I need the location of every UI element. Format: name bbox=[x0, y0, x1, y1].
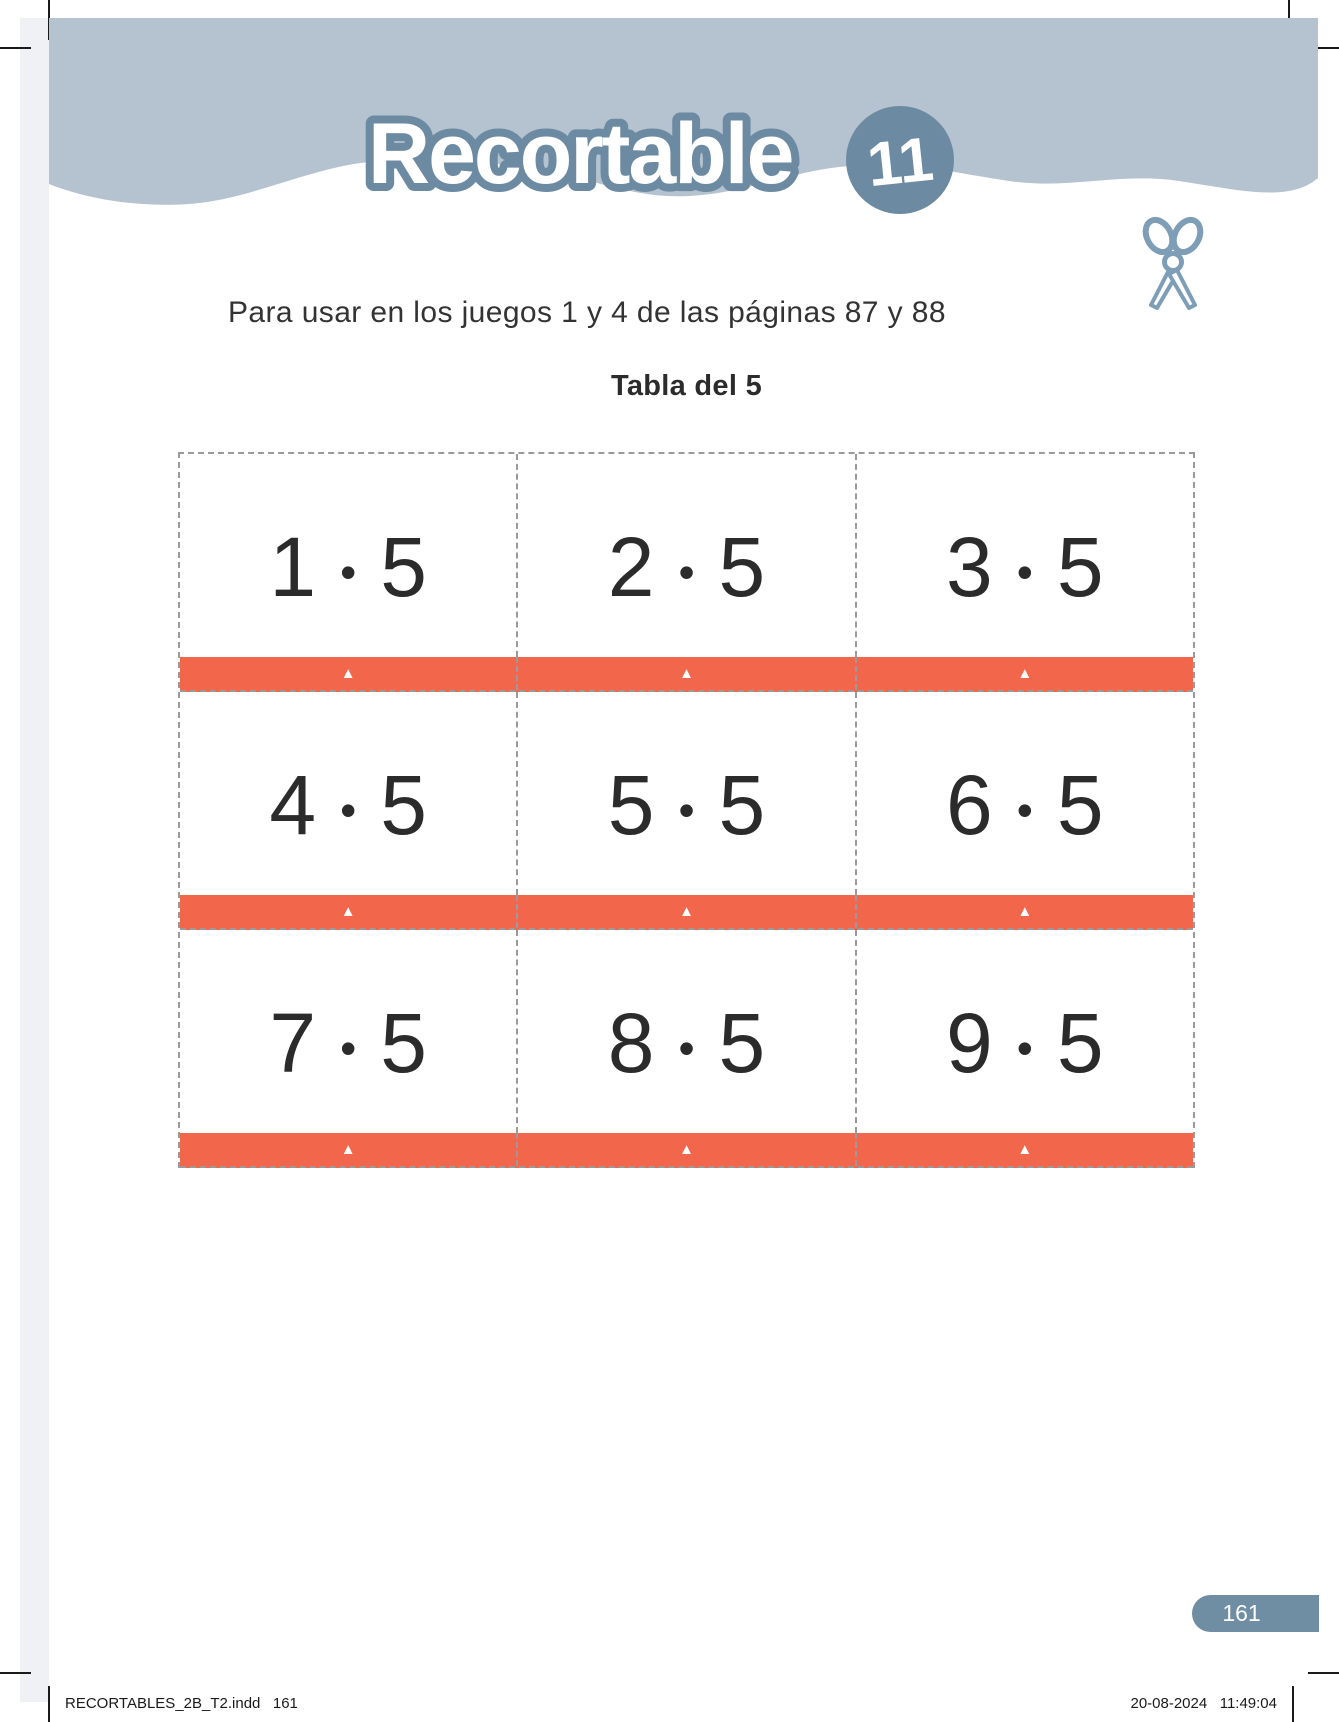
card-factor: 3 bbox=[946, 519, 993, 614]
cut-strip bbox=[180, 657, 1193, 692]
cut-strip-cell bbox=[516, 895, 854, 928]
cut-marker-triangle-icon: ▲ bbox=[340, 903, 356, 920]
multiplication-card bbox=[180, 454, 516, 657]
card-row bbox=[180, 692, 1193, 895]
cut-strip bbox=[180, 1133, 1193, 1168]
crop-mark bbox=[0, 47, 31, 49]
footer-timestamp: 20-08-2024 11:49:04 bbox=[1130, 1695, 1277, 1712]
dot-separator: • bbox=[1016, 783, 1033, 836]
section-title: Tabla del 5 bbox=[610, 370, 763, 402]
cut-marker-triangle-icon: ▲ bbox=[1017, 665, 1033, 682]
dot-separator: • bbox=[1016, 1021, 1033, 1074]
card-factor: 5 bbox=[1056, 519, 1104, 614]
card-row bbox=[180, 930, 1193, 1133]
dot-separator: • bbox=[340, 783, 357, 836]
card-factor: 5 bbox=[607, 757, 655, 852]
crop-mark bbox=[0, 1672, 31, 1674]
dot-separator: • bbox=[678, 783, 695, 836]
card-factor: 8 bbox=[607, 995, 655, 1090]
cut-strip-cell bbox=[855, 657, 1193, 690]
cut-marker-triangle-icon: ▲ bbox=[1017, 1141, 1033, 1158]
card-factor: 5 bbox=[380, 519, 427, 614]
crop-mark bbox=[1308, 1672, 1339, 1674]
crop-mark bbox=[1292, 1686, 1294, 1722]
cut-marker-triangle-icon: ▲ bbox=[340, 665, 356, 682]
left-margin-strip bbox=[20, 18, 49, 1702]
card-factor: 2 bbox=[607, 519, 655, 614]
card-factor: 9 bbox=[946, 995, 993, 1090]
multiplication-card bbox=[516, 930, 854, 1133]
cut-strip-cell bbox=[855, 895, 1193, 928]
card-factor: 4 bbox=[269, 757, 317, 852]
cut-marker-triangle-icon: ▲ bbox=[340, 1141, 356, 1158]
cut-strip bbox=[180, 895, 1193, 930]
card-factor: 7 bbox=[269, 995, 317, 1090]
dot-separator: • bbox=[340, 1021, 357, 1074]
dot-separator: • bbox=[340, 545, 357, 598]
dot-separator: • bbox=[1016, 545, 1033, 598]
footer-filename: RECORTABLES_2B_T2.indd 161 bbox=[65, 1695, 298, 1712]
card-factor: 5 bbox=[380, 757, 427, 852]
multiplication-card bbox=[855, 454, 1193, 657]
card-row bbox=[180, 454, 1193, 657]
cut-strip-cell bbox=[855, 1133, 1193, 1166]
cut-strip-cell bbox=[516, 657, 854, 690]
dot-separator: • bbox=[678, 545, 695, 598]
cut-strip-cell bbox=[180, 895, 516, 928]
card-factor: 5 bbox=[380, 995, 427, 1090]
cut-marker-triangle-icon: ▲ bbox=[679, 903, 694, 920]
cut-strip-cell bbox=[516, 1133, 854, 1166]
card-factor: 5 bbox=[718, 757, 766, 852]
multiplication-card bbox=[855, 692, 1193, 895]
cut-marker-triangle-icon: ▲ bbox=[679, 1141, 694, 1158]
crop-mark bbox=[48, 1686, 50, 1722]
page-number: 161 bbox=[1222, 1600, 1261, 1626]
multiplication-card bbox=[855, 930, 1193, 1133]
logo-text: Recortable bbox=[368, 106, 793, 202]
multiplication-card bbox=[516, 692, 854, 895]
multiplication-card bbox=[180, 930, 516, 1133]
card-factor: 5 bbox=[718, 995, 766, 1090]
card-factor: 5 bbox=[1056, 757, 1104, 852]
card-factor: 1 bbox=[269, 519, 317, 614]
cut-strip-cell bbox=[180, 1133, 516, 1166]
dot-separator: • bbox=[678, 1021, 695, 1074]
cut-marker-triangle-icon: ▲ bbox=[679, 665, 694, 682]
scissors-icon bbox=[1138, 212, 1208, 314]
logo-number: 11 bbox=[864, 124, 937, 201]
card-factor: 5 bbox=[1056, 995, 1104, 1090]
cut-marker-triangle-icon: ▲ bbox=[1017, 903, 1033, 920]
card-factor: 5 bbox=[718, 519, 766, 614]
page-number-badge bbox=[1192, 1595, 1319, 1632]
cutout-grid bbox=[178, 452, 1195, 1168]
multiplication-card bbox=[516, 454, 854, 657]
recortable-logo bbox=[360, 85, 980, 235]
multiplication-card bbox=[180, 692, 516, 895]
instruction-text: Para usar en los juegos 1 y 4 de las páginas 87 y 88 bbox=[228, 296, 946, 329]
card-factor: 6 bbox=[946, 757, 993, 852]
cut-strip-cell bbox=[180, 657, 516, 690]
